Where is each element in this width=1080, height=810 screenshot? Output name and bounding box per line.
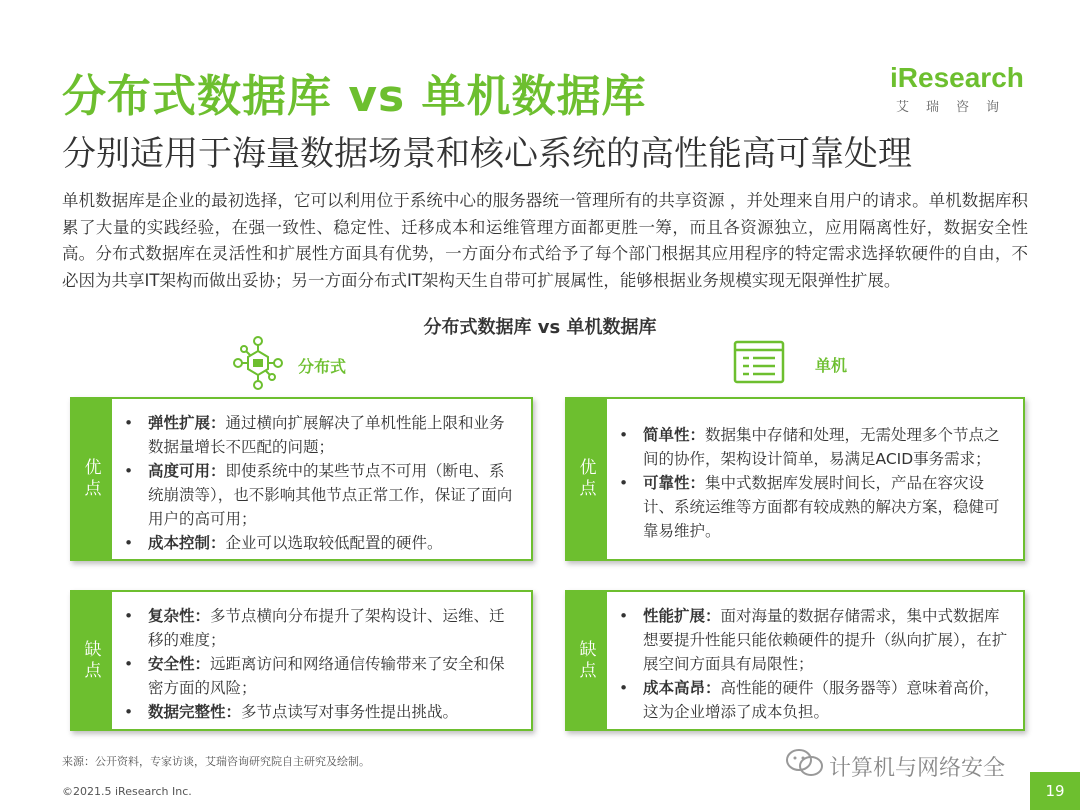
standalone-label: 单机 bbox=[815, 355, 848, 375]
distributed-pros-list bbox=[130, 411, 517, 555]
page-number: 19 bbox=[1030, 772, 1080, 810]
wechat-watermark bbox=[785, 748, 1005, 784]
wechat-label: 计算机与网络安全 bbox=[829, 755, 1006, 781]
list-item: • 高度可用：即使系统中的某些节点不可用（断电、系统崩溃等），也不影响其他节点正常工作，保证了面向用户的高可用； bbox=[130, 459, 517, 531]
distributed-pros-box bbox=[70, 397, 533, 561]
list-item: • 性能扩展：面对海量的数据存储需求，集中式数据库想要提升性能只能依赖硬件的提升（纵向扩展），在扩展空间方面具有局限性； bbox=[625, 604, 1009, 676]
standalone-cons-list bbox=[625, 604, 1009, 724]
logo-brand-text: Research bbox=[897, 62, 1024, 93]
page-subtitle: 分别适用于海量数据场景和核心系统的高性能高可靠处理 bbox=[62, 134, 912, 174]
document-list-icon bbox=[733, 340, 785, 388]
list-item: • 数据完整性：多节点读写对事务性提出挑战。 bbox=[130, 700, 517, 724]
logo-brand-i: i bbox=[890, 62, 898, 93]
list-item: • 成本高昂：高性能的硬件（服务器等）意味着高价，这为企业增添了成本负担。 bbox=[625, 676, 1009, 724]
standalone-pros-box bbox=[565, 397, 1025, 561]
list-item: • 可靠性：集中式数据库发展时间长，产品在容灾设计、系统运维等方面都有较成熟的解决方案，稳健可靠易维护。 bbox=[625, 471, 1009, 543]
standalone-header bbox=[733, 340, 847, 388]
list-item: • 简单性：数据集中存储和处理，无需处理多个节点之间的协作，架构设计简单，易满足ACID事务需求； bbox=[625, 423, 1009, 471]
intro-paragraph: 单机数据库是企业的最初选择，它可以利用位于系统中心的服务器统一管理所有的共享资源 ，并处理来自用户的请求。单机数据库积累了大量的实践经验，在强一致性、稳定性、迁移成本和运维管理方面都更胜一筹，而且各资源独立，应用隔离性好，数据安全性高。分布式数据库在灵活性和扩展性方面具有优势，一方面分布式给予了每个部门根据其应用程序的特定需求选择软硬件的自由，不必因为共享IT架构而做出妥协；另一方面分布式IT架构天生自带可扩展属性，能够根据业务规模实现无限弹性扩展。 bbox=[62, 191, 1028, 290]
distributed-pros-tag: 优点 bbox=[70, 397, 112, 561]
standalone-pros-list bbox=[625, 423, 1009, 543]
source-note: 来源：公开资料，专家访谈，艾瑞咨询研究院自主研究及绘制。 bbox=[62, 755, 370, 768]
list-item: • 弹性扩展：通过横向扩展解决了单机性能上限和业务数据量增长不匹配的问题； bbox=[130, 411, 517, 459]
comparison-title: 分布式数据库 vs 单机数据库 bbox=[423, 317, 657, 338]
standalone-cons-box bbox=[565, 590, 1025, 731]
distributed-cons-box bbox=[70, 590, 533, 731]
logo-cn-text: 艾瑞咨询 bbox=[896, 100, 1017, 115]
page-title: 分布式数据库 vs 单机数据库 bbox=[62, 71, 647, 122]
list-item: • 安全性：远距离访问和网络通信传输带来了安全和保密方面的风险； bbox=[130, 652, 517, 700]
standalone-pros-tag: 优点 bbox=[565, 397, 607, 561]
wechat-icon bbox=[785, 748, 825, 784]
distributed-cons-list bbox=[130, 604, 517, 724]
standalone-cons-tag: 缺点 bbox=[565, 590, 607, 731]
list-item: • 复杂性：多节点横向分布提升了架构设计、运维、迁移的难度； bbox=[130, 604, 517, 652]
distributed-header bbox=[230, 335, 346, 395]
distributed-label: 分布式 bbox=[298, 356, 347, 376]
list-item: • 成本控制：企业可以选取较低配置的硬件。 bbox=[130, 531, 517, 555]
copyright: ©2021.5 iResearch Inc. bbox=[62, 785, 192, 798]
network-nodes-icon bbox=[230, 335, 286, 395]
iresearch-logo bbox=[890, 62, 1024, 124]
distributed-cons-tag: 缺点 bbox=[70, 590, 112, 731]
